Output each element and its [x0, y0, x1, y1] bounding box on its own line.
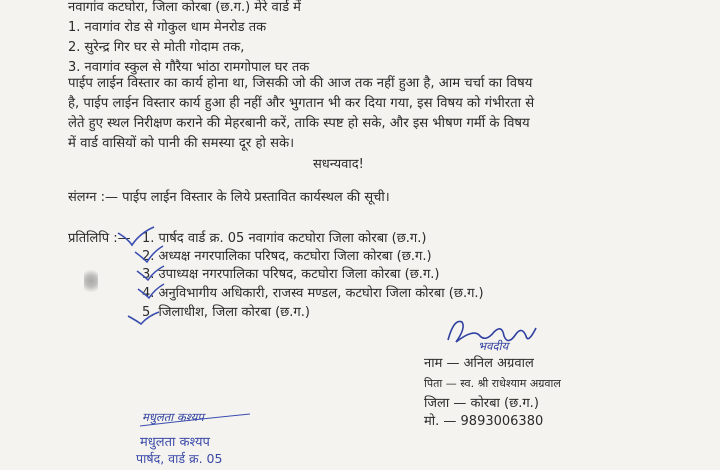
attachment-line: संलग्न :— पाईप लाईन विस्तार के लिये प्रस्तावित कार्यस्थल की सूची।	[68, 190, 390, 205]
thanks-line: सधन्यवाद!	[313, 157, 364, 172]
sender-district: जिला — कोरबा (छ.ग.)	[424, 396, 539, 411]
handwritten-receipt-name: मधुलता कश्यप	[142, 410, 204, 424]
location-item-2: 2. सुरेन्द्र गिर घर से मोती गोदाम तक,	[68, 40, 245, 55]
sender-mobile: मो. — 9893006380	[424, 414, 544, 429]
ink-smudge	[84, 266, 98, 296]
stamp-name: मधुलता कश्यप	[140, 435, 210, 450]
copy-to-item-2: 2. अध्यक्ष नगरपालिका परिषद, कटघोरा जिला कोरबा (छ.ग.)	[142, 249, 432, 264]
copy-to-item-1: 1. पार्षद वार्ड क्र. 05 नवागांव कटघोरा जिला कोरबा (छ.ग.)	[142, 231, 427, 246]
intro-line: नवागांव कटघोरा, जिला कोरबा (छ.ग.) मेरे वार्ड में	[68, 0, 301, 15]
copy-to-label: प्रतिलिपि :—	[68, 231, 131, 246]
closing-word: भवदीय	[478, 339, 509, 353]
location-item-1: 1. नवागांव रोड से गोकुल धाम मेनरोड तक	[68, 20, 267, 35]
paragraph-line-4: में वार्ड वासियों को पानी की समस्या दूर हो सके।	[68, 136, 295, 151]
paragraph-line-2: है, पाईप लाईन विस्तार कार्य हुआ ही नहीं और भुगतान भी कर दिया गया, इस विषय को गंभीरता से	[68, 96, 535, 111]
sender-name: नाम — अनिल अग्रवाल	[424, 356, 534, 371]
sender-father: पिता — स्व. श्री राधेश्याम अग्रवाल	[424, 377, 561, 390]
location-item-3: 3. नवागांव स्कुल से गौरैया भांठा रामगोपाल घर तक	[68, 60, 310, 75]
copy-to-item-3: 3. उपाध्यक्ष नगरपालिका परिषद, कटघोरा जिला कोरबा (छ.ग.)	[142, 267, 440, 282]
stamp-title: पार्षद, वार्ड क्र. 05	[136, 451, 223, 466]
copy-to-item-4: 4. अनुविभागीय अधिकारी, राजस्व मण्डल, कटघोरा जिला कोरबा (छ.ग.)	[142, 286, 484, 301]
paragraph-line-1: पाईप लाईन विस्तार का कार्य होना था, जिसकी जो की आज तक नहीं हुआ है, आम चर्चा का विषय	[68, 76, 533, 91]
copy-to-item-5: 5. जिलाधीश, जिला कोरबा (छ.ग.)	[142, 305, 310, 320]
paragraph-line-3: लेते हुए स्थल निरीक्षण कराने की मेहरबानी करें, ताकि स्पष्ट हो सके, और इस भीषण गर्मी के विषय	[68, 116, 530, 131]
